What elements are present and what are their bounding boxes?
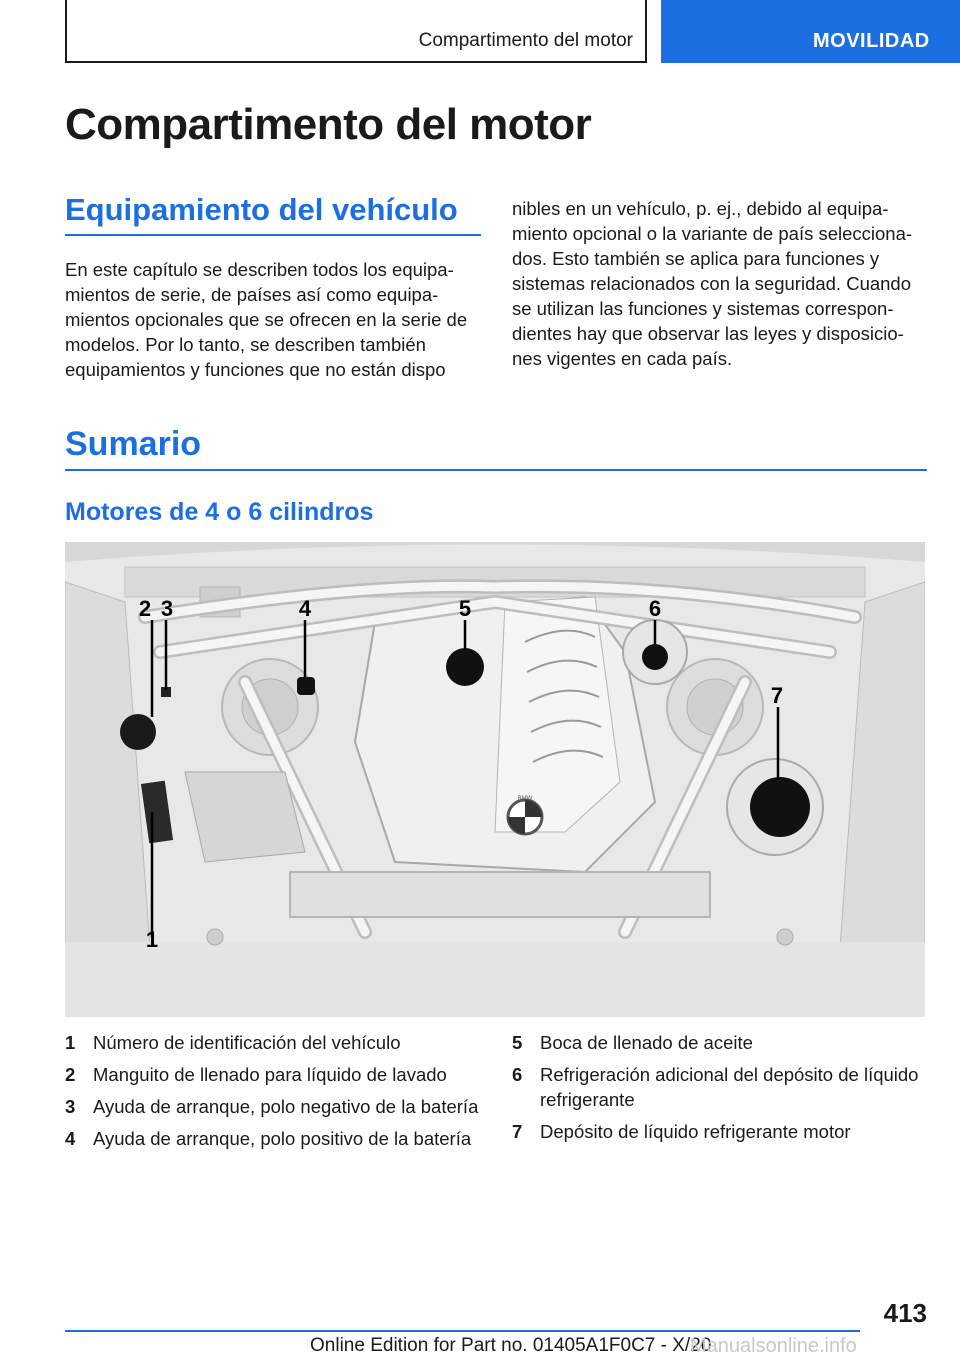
- chapter-tab: [661, 0, 960, 63]
- summary-heading-rule: [65, 469, 927, 471]
- callout-4: 4: [298, 596, 312, 621]
- engine-subheading: Motores de 4 o 6 cilindros: [65, 498, 374, 526]
- watermark: Manualsonline.info: [690, 1335, 857, 1357]
- page-number: 413: [883, 1298, 927, 1328]
- page-title: Compartimento del motor: [65, 100, 592, 149]
- legend-text: Refrigeración adicional del depósito de líquido refrigerante: [540, 1064, 919, 1110]
- callout-3: 3: [160, 596, 174, 621]
- legend-left: [65, 1030, 481, 1158]
- callout-6: 6: [648, 596, 662, 621]
- legend-num: 6: [512, 1064, 523, 1085]
- legend-right: [512, 1030, 926, 1151]
- legend-item: [65, 1126, 481, 1151]
- legend-num: 5: [512, 1032, 523, 1053]
- bmw-badge: BMW: [517, 796, 533, 802]
- equipment-text-right: nibles en un vehículo, p. ej., debido al equipamiento opcional o la variante de país seleccionados. Esto también se aplica para funciones y sistemas relacionados con la seguridad. Cuando se utilizan las funciones y sistemas correspondientes hay que observar las leyes y disposiciones vigentes en cada país.: [512, 198, 913, 369]
- legend-text: Ayuda de arranque, polo positivo de la batería: [93, 1128, 472, 1149]
- footer-rule: [65, 1330, 860, 1332]
- legend-item: [512, 1030, 926, 1055]
- legend-text: Boca de llenado de aceite: [540, 1032, 753, 1053]
- summary-heading: Sumario: [65, 425, 202, 463]
- callout-1: 1: [145, 927, 159, 952]
- equipment-heading: Equipamiento del vehículo: [65, 192, 458, 227]
- callout-7: 7: [770, 683, 784, 708]
- legend-text: Depósito de líquido refrigerante motor: [540, 1121, 851, 1142]
- callout-5: 5: [458, 596, 472, 621]
- chapter-tab-label: MOVILIDAD: [813, 30, 930, 52]
- legend-item: [512, 1119, 926, 1144]
- edition-footer: Online Edition for Part no. 01405A1F0C7 - X/20: [310, 1335, 712, 1356]
- legend-text: Ayuda de arranque, polo negativo de la batería: [93, 1096, 479, 1117]
- header-section-box: [65, 0, 647, 63]
- equipment-heading-rule: [65, 234, 481, 236]
- legend-item: [65, 1094, 481, 1119]
- legend-item: [65, 1062, 481, 1087]
- legend-num: 7: [512, 1121, 523, 1142]
- legend-num: 4: [65, 1128, 76, 1149]
- legend-num: 1: [65, 1032, 76, 1053]
- equipment-text-left: En este capítulo se describen todos los equipamientos de serie, de países así como equipamientos opcionales que se ofrecen en la serie de modelos. Por lo tanto, se describen también equipamientos y funciones que no están dispo: [65, 259, 468, 380]
- legend-text: Manguito de llenado para líquido de lavado: [93, 1064, 447, 1085]
- legend-num: 2: [65, 1064, 76, 1085]
- legend-text: Número de identificación del vehículo: [93, 1032, 401, 1053]
- legend-item: [65, 1030, 481, 1055]
- legend-num: 3: [65, 1096, 76, 1117]
- header-section-title: Compartimento del motor: [418, 30, 633, 51]
- engine-bay-illustration: [65, 542, 925, 1017]
- legend-item: [512, 1062, 926, 1112]
- callout-2: 2: [138, 596, 152, 621]
- engine-bay-figure: [65, 542, 925, 1017]
